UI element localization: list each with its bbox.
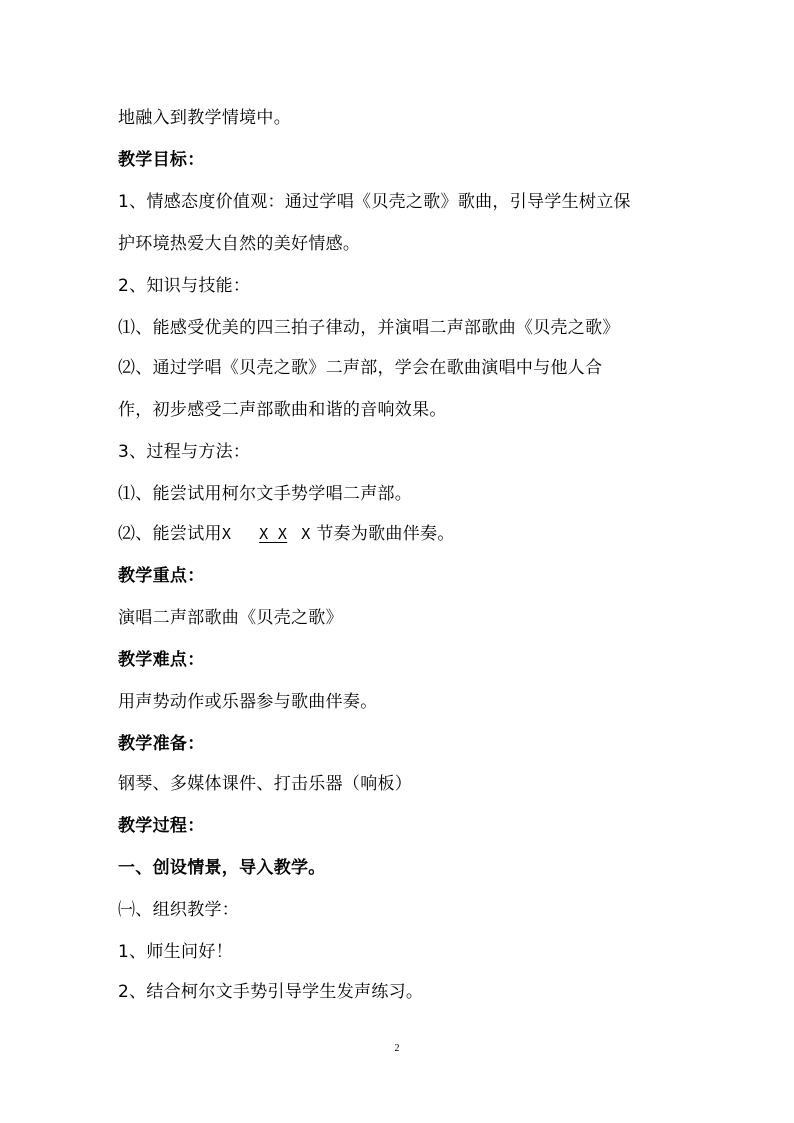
rhythm-eighth-pair <box>259 525 287 543</box>
text-line: ㈠、组织教学： <box>118 900 240 920</box>
text-line: 演唱二声部歌曲《贝壳之歌》 <box>118 608 343 628</box>
section-heading-key-points: 教学重点： <box>118 566 205 586</box>
text-line: 护环境热爱大自然的美好情感。 <box>118 234 361 254</box>
section-heading-process: 教学过程： <box>118 816 205 836</box>
text-line: 作，初步感受二声部歌曲和谐的音响效果。 <box>118 400 447 420</box>
text-line: 3、过程与方法： <box>118 442 251 462</box>
rhythm-note: X <box>277 525 288 543</box>
text-line: ⑴、能尝试用柯尔文手势学唱二声部。 <box>118 484 413 504</box>
section-heading-objectives: 教学目标： <box>118 150 205 170</box>
text-line: 用声势动作或乐器参与歌曲伴奏。 <box>118 692 378 712</box>
rhythm-suffix: 节奏为歌曲伴奏。 <box>310 524 455 544</box>
page-number: 2 <box>394 1043 400 1054</box>
text-line: 2、知识与技能： <box>118 276 251 296</box>
rhythm-note: X <box>301 525 311 543</box>
rhythm-text-line <box>118 522 455 546</box>
rhythm-notation <box>222 525 311 543</box>
text-line: 1、师生问好！ <box>118 942 233 962</box>
text-line: ⑴、能感受优美的四三拍子律动，并演唱二声部歌曲《贝壳之歌》 <box>118 318 620 338</box>
text-line: 1、情感态度价值观：通过学唱《贝壳之歌》歌曲，引导学生树立保 <box>118 192 631 212</box>
rhythm-note: X <box>221 525 232 543</box>
rhythm-prefix: ⑵、能尝试用 <box>118 524 222 544</box>
text-line: 钢琴、多媒体课件、打击乐器（响板） <box>118 774 413 794</box>
subsection-heading: 一、创设情景，导入教学。 <box>118 858 326 878</box>
section-heading-preparation: 教学准备： <box>118 734 205 754</box>
rhythm-note: X <box>259 525 269 543</box>
text-line: ⑵、通过学唱《贝壳之歌》二声部，学会在歌曲演唱中与他人合 <box>118 358 603 378</box>
text-line: 2、结合柯尔文手势引导学生发声练习。 <box>118 982 424 1002</box>
text-line: 地融入到教学情境中。 <box>118 108 291 128</box>
section-heading-difficulties: 教学难点： <box>118 650 205 670</box>
